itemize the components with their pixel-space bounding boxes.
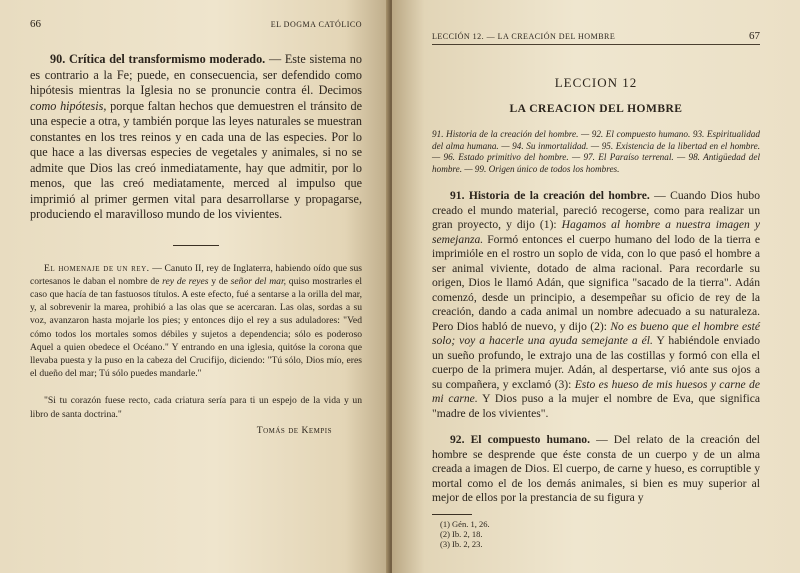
anecdote-text-c: quiso mostrarles el caso que hacía de tan fastuosos títulos. A este efecto, fué a sentarse a la orilla del mar, y, al sobrevenir la marea, prohibió a las olas que se acercaran. Las olas, sordas a su voz, avanzaron hasta mojarle los pies; y entonces dijo el rey a sus aduladores: "Ved cómo todos los mortales somos débiles y sujetos a dependencia; sólo es poderoso Aquel a quien obedece el Océano." Y entrando en una iglesia, quitóse la corona que llevaba puesta y la puso en la cabeza del Crucifijo, diciendo: "Tú sólo, Dios mío, eres el dueño del mar; Tú sólo puedes mandarle." [30,275,362,380]
section-91-text-b: Formó entonces el cuerpo humano del lodo de la tierra e imprimióle en el rostro un soplo de vida, con lo que pasó el hombre a ser animal viviente, dotado de alma racional. Para recordarle su origen, Dios le llamó Adán, que significa "sacado de la tierra". Adán comenzó, desde un principio, a desempeñar su oficio de rey de la creación, dando a cada animal un nombre adecuado a su naturaleza. Pero Dios habló de nuevo, y dijo (2): [432,232,760,333]
section-91-text-c: Y habiéndole enviado un sueño profundo, le extrajo una de las costillas y formó con ella el cuerpo de la primera mujer. Adán, al despertarse, vió ante sus ojos a su compañera, y exclamó (3): [432,334,760,391]
section-90-emph: como hipótesis, [30,98,107,113]
lesson-title: LA CREACION DEL HOMBRE [509,103,683,115]
section-92 [432,433,760,506]
section-92-text: — Del relato de la creación del hombre se desprende que éste consta de un cuerpo y de un alma creada a imagen de Dios. El cuerpo, de carne y hueso, es corruptible y mortal como el de los demás animales, si bien es muy superior al mejor de ellos por la prestancia de su figura y [432,433,760,504]
section-90 [30,52,362,223]
section-91-text-d: Y Dios puso a la mujer el nombre de Eva, que significa "madre de los vivientes". [432,392,760,420]
footnote-rule [432,514,472,515]
section-91-emph-1: Hagamos al hombre a nuestra imagen y semejanza. [432,218,761,246]
anecdote-text-a: — Canuto II, rey de Inglaterra, habiendo oído que sus cortesanos le daban el nombre de [30,262,363,287]
left-page-number: 66 [30,18,41,30]
anecdote-text-b: y de [208,275,231,287]
anecdote-emph-1: rey de reyes [162,275,209,287]
section-92-title: El compuesto humano. [470,433,590,446]
right-page-number: 67 [749,30,760,42]
section-91-emph-2: No es bueno que el hombre esté solo; voy a hacerle una ayuda semejante a él. [432,319,760,347]
right-running-head [432,30,760,45]
section-90-text-a: — Este sistema no es contrario a la Fe; puede, en consecuencia, ser defendido como hipótesis mientras la Iglesia no se pronuncie contra él. Decimos [30,52,362,97]
left-running-title: EL DOGMA CATÓLICO [270,20,362,29]
footnotes [432,519,760,549]
section-91 [432,189,760,421]
ornament-divider [173,245,219,246]
right-running-title: LECCIÓN 12. — LA CREACIÓN DEL HOMBRE [432,32,616,41]
footnote-1: (1) Gén. 1, 26. [440,518,490,529]
section-92-number: 92. [450,433,465,446]
right-page [392,0,800,573]
section-91-text-a: — Cuando Dios hubo creado el mundo material, pareció recogerse, como para realizar un gran proyecto, y dijo (1): [432,189,761,231]
section-90-text-b: porque faltan hechos que demuestren el tránsito de una especie a otra, y también porque las leyes naturales se muestran constantes en los tres reinos y en cada una de las especies. Por lo que hace a las diversas especies de vegetales y animales, si no se admite que Dios las creó inmediatamente, hay que admitir, por lo menos, que las creó mediatamente, merced al impulso que imprimió al primer germen vital para desarrollarse y propagarse, produciendo el maravilloso mundo de los vivientes. [30,98,362,221]
footnote-3: (3) Ib. 2, 23. [440,538,483,549]
section-91-number: 91. [450,189,465,202]
kempis-quote: "Si tu corazón fuese recto, cada criatura sería para ti un espejo de la vida y un libro de santa doctrina." [30,395,362,420]
section-91-emph-3: Esto es hueso de mis huesos y carne de mi carne. [432,377,760,405]
anecdote-paragraph [30,262,362,381]
left-running-head [30,18,362,32]
lesson-label: LECCION 12 [554,75,638,90]
quote-author: Tomás de Kempis [256,424,332,436]
left-page [0,0,392,573]
anecdote-emph-2: señor del mar, [230,275,287,287]
section-90-number: 90. [50,52,66,66]
lesson-summary: 91. Historia de la creación del hombre. — 92. El compuesto humano. 93. Espiritualidad del alma humana. — 94. Su inmortalidad. — 95. Existencia de la libertad en el hombre. — 96. Estado primitivo del hombre. — 97. El Paraíso terrenal. — 98. Antigüedad del hombre. — 99. Origen único de todos los hombres. [432,129,760,174]
section-90-title: Crítica del transformismo moderado. [68,52,266,66]
section-91-title: Historia de la creación del hombre. [468,189,650,202]
anecdote-lead: El homenaje de un rey. [44,262,150,274]
footnote-2: (2) Ib. 2, 18. [440,528,483,539]
